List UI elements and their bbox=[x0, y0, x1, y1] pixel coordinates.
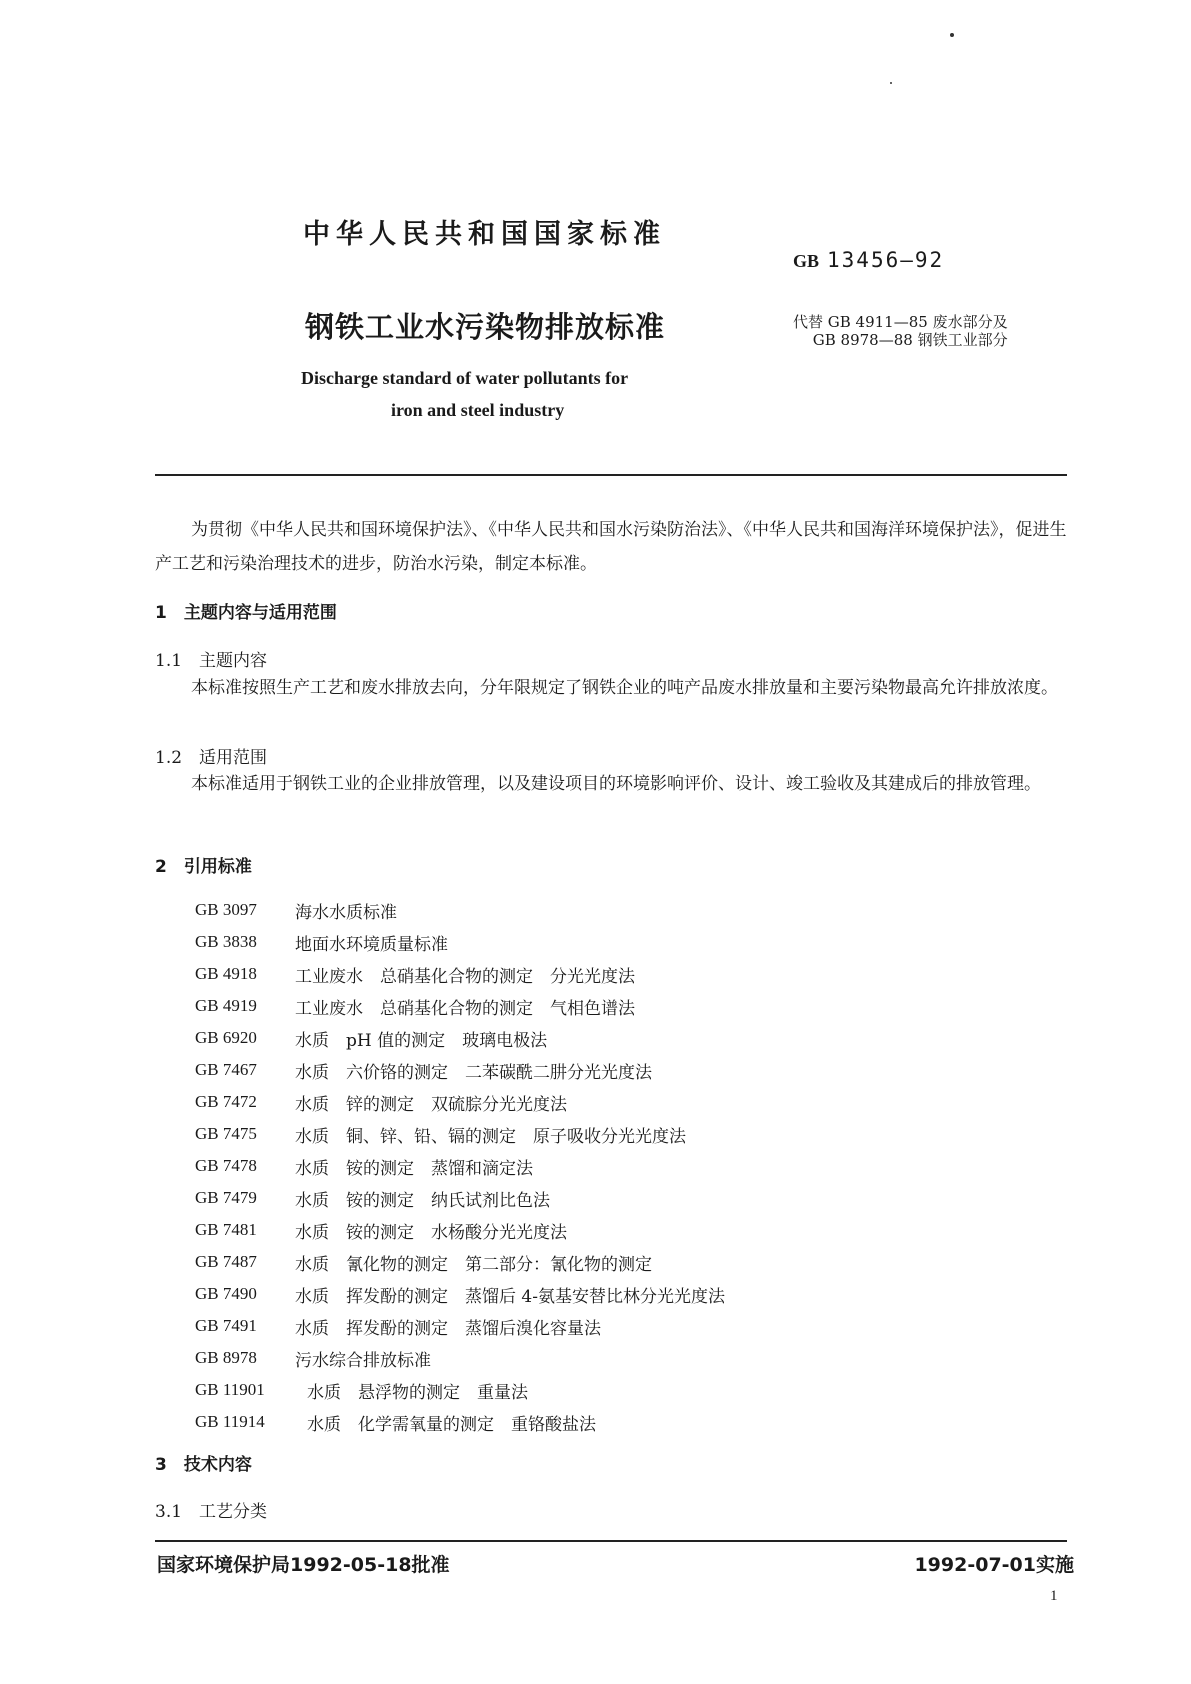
reference-title: 地面水环境质量标准 bbox=[295, 934, 448, 955]
intro-text: 为贯彻《中华人民共和国环境保护法》、《中华人民共和国水污染防治法》、《中华人民共和国海洋环境保护法》，促进生产工艺和污染治理技术的进步，防治水污染，制定本标准。 bbox=[155, 520, 1067, 574]
section-1-heading: 1 主题内容与适用范围 bbox=[155, 603, 337, 623]
reference-row bbox=[195, 990, 725, 1022]
section-1-2-paragraph bbox=[155, 767, 1070, 801]
reference-list bbox=[195, 894, 725, 1438]
reference-row bbox=[195, 1054, 725, 1086]
reference-title: 海水水质标准 bbox=[295, 902, 397, 923]
reference-row bbox=[195, 1246, 725, 1278]
reference-code: GB 4918 bbox=[195, 964, 257, 983]
reference-title: 水质 铵的测定 蒸馏和滴定法 bbox=[295, 1158, 533, 1179]
reference-code: GB 7475 bbox=[195, 1124, 257, 1143]
reference-code: GB 7487 bbox=[195, 1252, 257, 1271]
reference-title: 工业废水 总硝基化合物的测定 分光光度法 bbox=[295, 966, 635, 987]
reference-title: 水质 pH 值的测定 玻璃电极法 bbox=[295, 1030, 548, 1051]
reference-row bbox=[195, 894, 725, 926]
standard-title-en-line-1: Discharge standard of water pollutants for bbox=[301, 368, 629, 388]
standard-prefix: GB bbox=[793, 251, 820, 271]
standard-title-en-line-2: iron and steel industry bbox=[391, 400, 565, 420]
reference-title: 水质 锌的测定 双硫腙分光光度法 bbox=[295, 1094, 567, 1115]
reference-title: 水质 挥发酚的测定 蒸馏后溴化容量法 bbox=[295, 1318, 601, 1339]
effective-date: 1992-07-01实施 bbox=[914, 1554, 1074, 1576]
reference-title: 水质 铵的测定 水杨酸分光光度法 bbox=[295, 1222, 567, 1243]
reference-row bbox=[195, 1086, 725, 1118]
reference-code: GB 11914 bbox=[195, 1412, 265, 1431]
section-1-1-heading: 1.1 主题内容 bbox=[155, 651, 268, 671]
scan-speck bbox=[950, 33, 954, 37]
section-3-1-heading: 3.1 工艺分类 bbox=[155, 1502, 268, 1522]
replaces-line-2: GB 8978—88 钢铁工业部分 bbox=[812, 331, 1008, 349]
reference-code: GB 3097 bbox=[195, 900, 257, 919]
reference-code: GB 7478 bbox=[195, 1156, 257, 1175]
reference-title: 水质 铜、锌、铅、镉的测定 原子吸收分光光度法 bbox=[295, 1126, 686, 1147]
reference-title: 工业废水 总硝基化合物的测定 气相色谱法 bbox=[295, 998, 635, 1019]
footer-divider bbox=[155, 1540, 1067, 1542]
replaces-note bbox=[793, 313, 1008, 349]
reference-row bbox=[195, 1118, 725, 1150]
reference-code: GB 7481 bbox=[195, 1220, 257, 1239]
approval-note: 国家环境保护局1992-05-18批准 bbox=[157, 1554, 450, 1576]
standard-title-cn: 钢铁工业水污染物排放标准 bbox=[305, 310, 666, 344]
reference-code: GB 4919 bbox=[195, 996, 257, 1015]
reference-title: 水质 挥发酚的测定 蒸馏后 4-氨基安替比林分光光度法 bbox=[295, 1286, 725, 1307]
header-divider bbox=[155, 474, 1067, 476]
reference-code: GB 7491 bbox=[195, 1316, 257, 1335]
reference-row bbox=[195, 1214, 725, 1246]
reference-code: GB 3838 bbox=[195, 932, 257, 951]
reference-code: GB 11901 bbox=[195, 1380, 265, 1399]
reference-row bbox=[195, 1022, 725, 1054]
reference-title: 水质 化学需氧量的测定 重铬酸盐法 bbox=[307, 1414, 596, 1435]
reference-code: GB 7490 bbox=[195, 1284, 257, 1303]
section-1-1-paragraph bbox=[155, 671, 1070, 705]
page-number: 1 bbox=[1050, 1588, 1058, 1604]
reference-title: 水质 悬浮物的测定 重量法 bbox=[307, 1382, 528, 1403]
reference-code: GB 7479 bbox=[195, 1188, 257, 1207]
replaces-line-1: 代替 GB 4911—85 废水部分及 bbox=[793, 313, 1008, 331]
reference-row bbox=[195, 958, 725, 990]
reference-code: GB 7472 bbox=[195, 1092, 257, 1111]
reference-row bbox=[195, 1406, 725, 1438]
reference-title: 水质 氰化物的测定 第二部分：氰化物的测定 bbox=[295, 1254, 652, 1275]
reference-row bbox=[195, 926, 725, 958]
national-standard-title: 中华人民共和国国家标准 bbox=[303, 219, 666, 250]
intro-paragraph bbox=[155, 513, 1070, 581]
section-1-2-heading: 1.2 适用范围 bbox=[155, 748, 268, 768]
scan-speck bbox=[890, 82, 892, 84]
reference-row bbox=[195, 1374, 725, 1406]
reference-title: 水质 六价铬的测定 二苯碳酰二肼分光光度法 bbox=[295, 1062, 652, 1083]
reference-code: GB 7467 bbox=[195, 1060, 257, 1079]
section-2-heading: 2 引用标准 bbox=[155, 857, 252, 877]
reference-row bbox=[195, 1182, 725, 1214]
reference-code: GB 8978 bbox=[195, 1348, 257, 1367]
reference-row bbox=[195, 1342, 725, 1374]
reference-code: GB 6920 bbox=[195, 1028, 257, 1047]
standard-number-value: 13456—92 bbox=[827, 248, 945, 272]
reference-row bbox=[195, 1278, 725, 1310]
reference-row bbox=[195, 1150, 725, 1182]
reference-title: 水质 铵的测定 纳氏试剂比色法 bbox=[295, 1190, 550, 1211]
section-1-1-text: 本标准按照生产工艺和废水排放去向，分年限规定了钢铁企业的吨产品废水排放量和主要污染物最高允许排放浓度。 bbox=[191, 678, 1058, 698]
reference-row bbox=[195, 1310, 725, 1342]
reference-title: 污水综合排放标准 bbox=[295, 1350, 431, 1371]
standard-number bbox=[793, 248, 944, 272]
section-3-heading: 3 技术内容 bbox=[155, 1455, 252, 1475]
section-1-2-text: 本标准适用于钢铁工业的企业排放管理，以及建设项目的环境影响评价、设计、竣工验收及其建成后的排放管理。 bbox=[191, 774, 1041, 794]
